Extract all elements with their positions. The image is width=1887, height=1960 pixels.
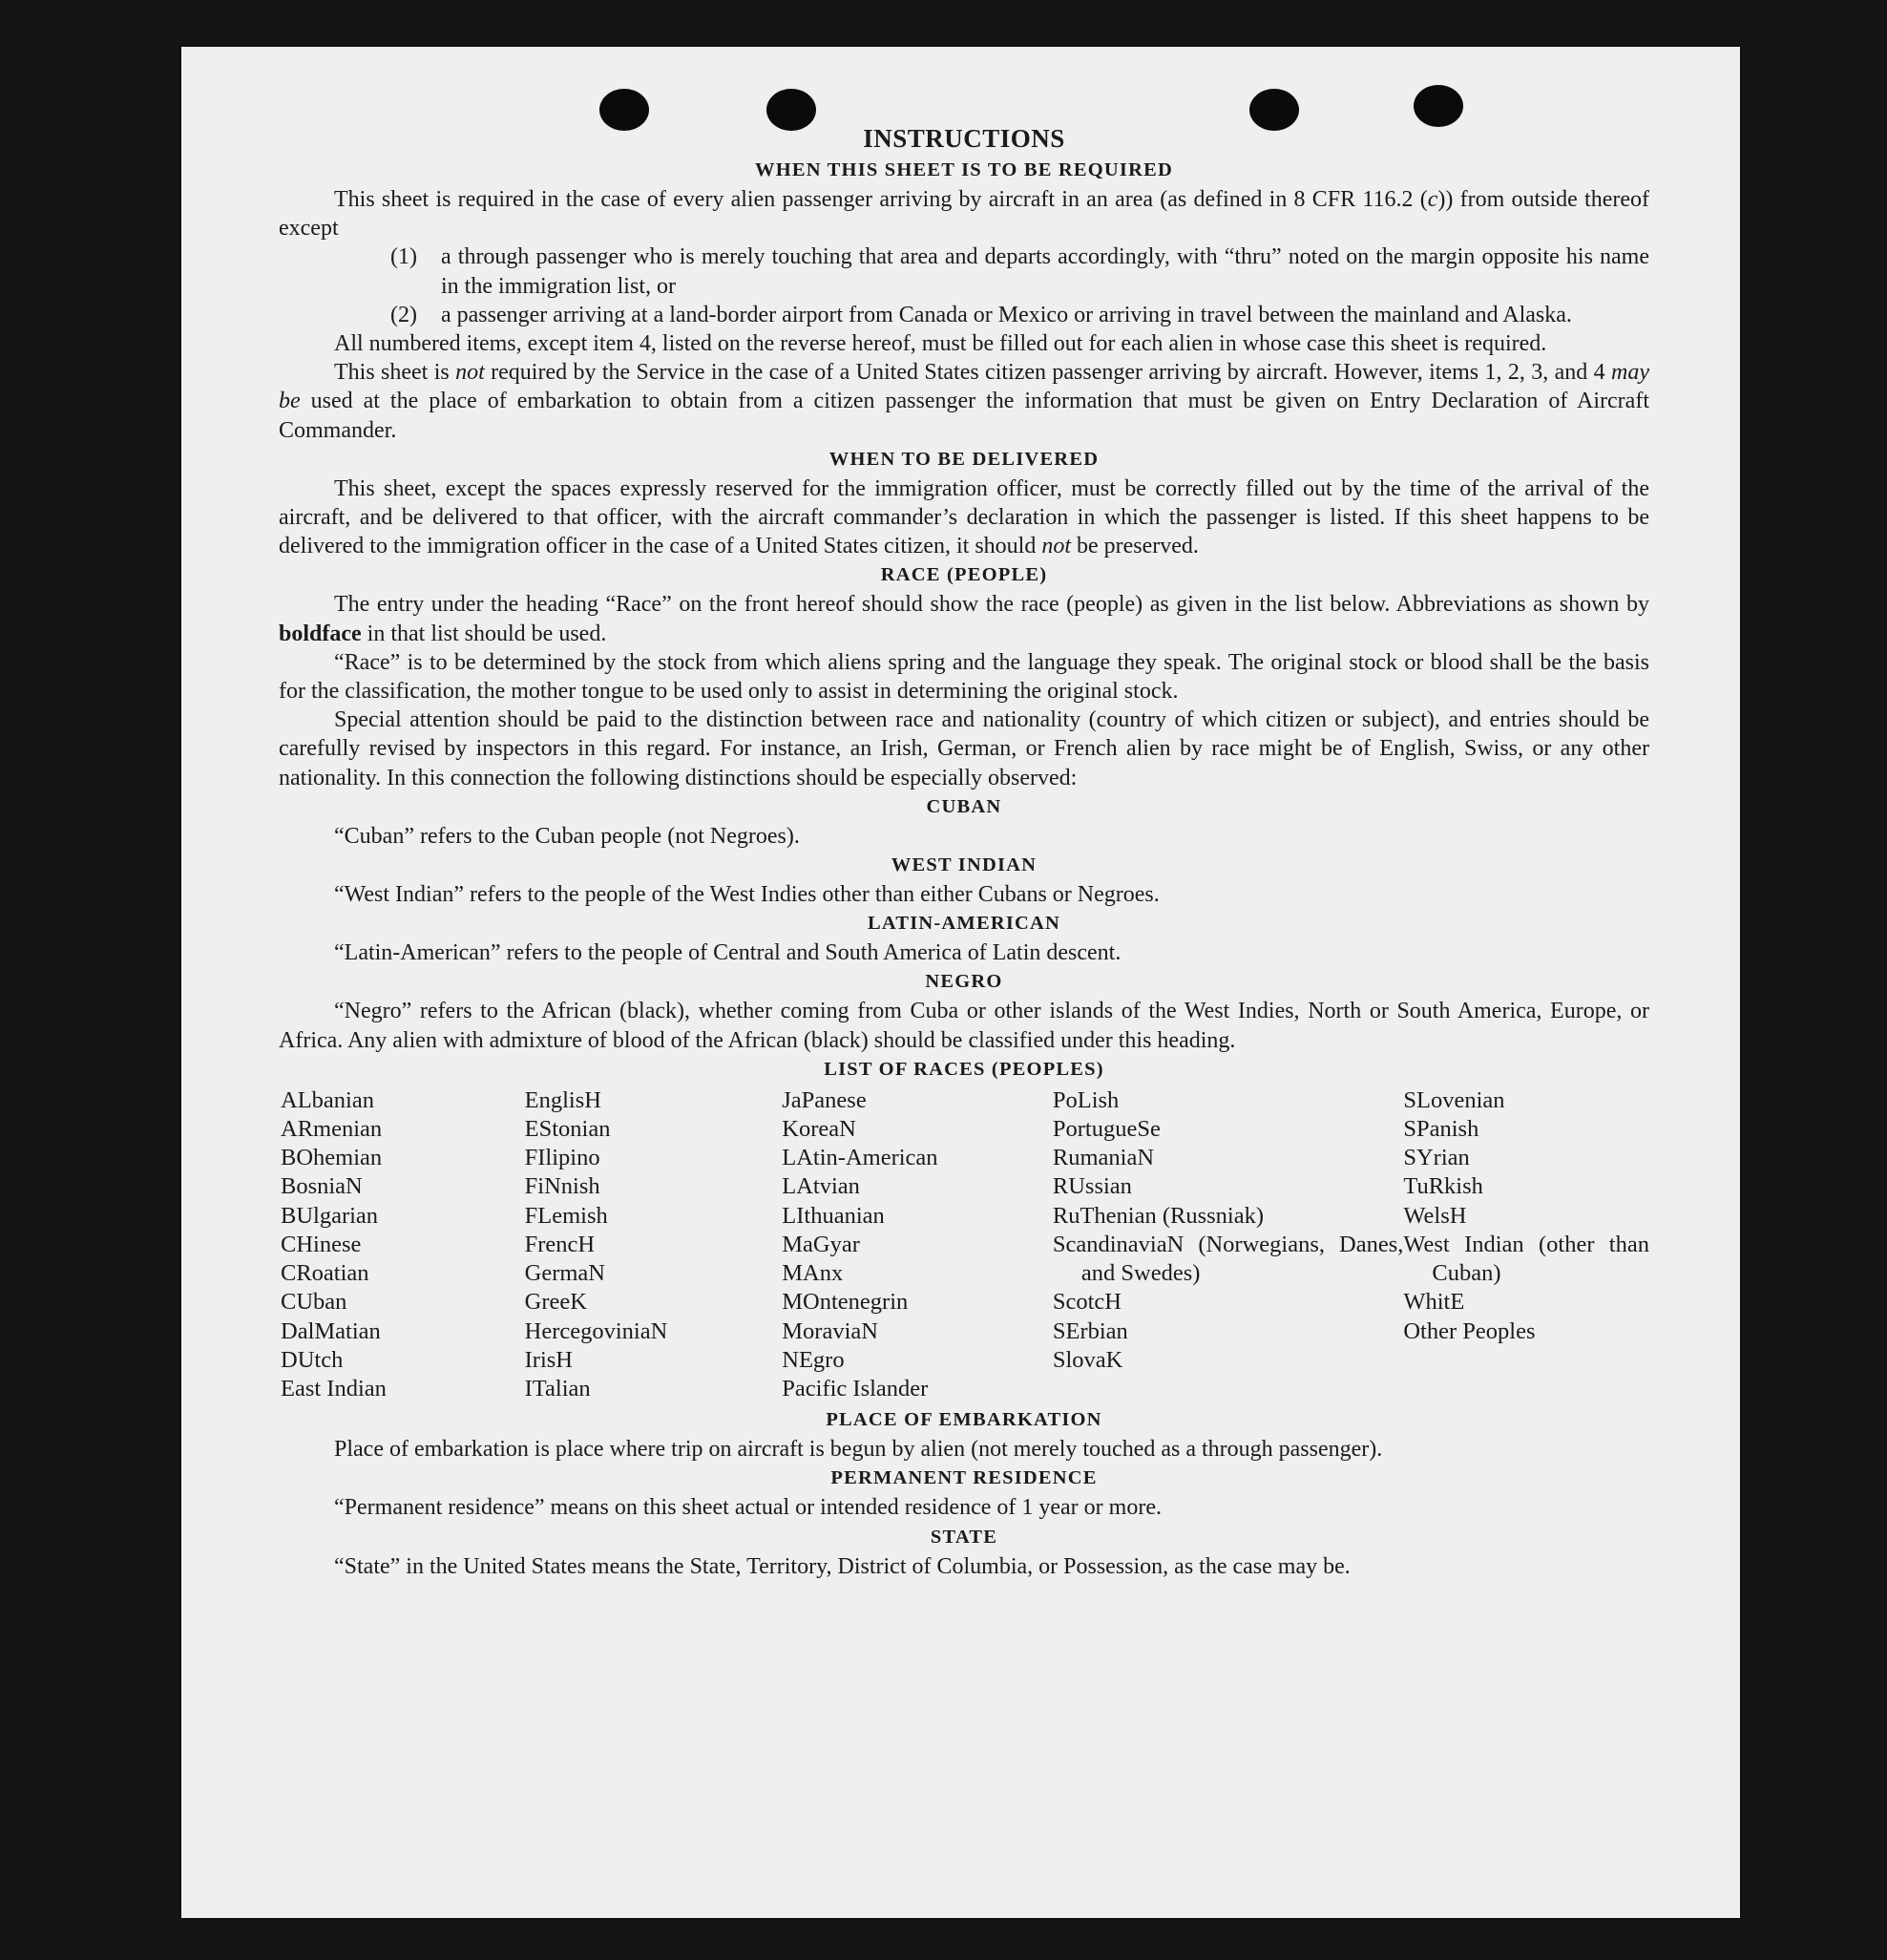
- race-entry: PortugueSe: [1052, 1116, 1161, 1143]
- race-entry: BUlgarian: [281, 1202, 379, 1229]
- race-entry: BOhemian: [281, 1145, 383, 1171]
- paragraph: “Latin-American” refers to the people of Central and South America of Latin descent.: [334, 940, 1122, 966]
- race-entry: FLemish: [524, 1202, 608, 1229]
- item-number: (1): [390, 244, 417, 270]
- race-entry: SYrian: [1403, 1145, 1470, 1171]
- race-entry: ITalian: [524, 1375, 591, 1402]
- race-entry: IrisH: [524, 1346, 573, 1373]
- paragraph: “State” in the United States means the State, Territory, District of Columbia, or Possession, as the case may be.: [334, 1553, 1351, 1579]
- race-entry: West Indian (other than Cuban): [1403, 1231, 1649, 1287]
- race-entry: LIthuanian: [782, 1202, 885, 1229]
- paragraph: “West Indian” refers to the people of the West Indies other than either Cubans or Negroes.: [334, 882, 1160, 908]
- race-entry: EnglisH: [524, 1086, 601, 1113]
- section-heading: PLACE OF EMBARKATION: [826, 1409, 1102, 1431]
- race-entry: ALbanian: [281, 1086, 374, 1113]
- section-heading: LATIN-AMERICAN: [867, 913, 1061, 935]
- paragraph: “Negro” refers to the African (black), whether coming from Cuba or other islands of the West Indies, North or South America, Europe, or Africa. Any alien with admixture of blood of the African (black) should be classified under this heading.: [279, 999, 1649, 1053]
- race-entry: DalMatian: [281, 1317, 381, 1344]
- race-entry: MoraviaN: [782, 1317, 878, 1344]
- race-entry: FIlipino: [524, 1145, 600, 1171]
- race-entry: DUtch: [281, 1346, 344, 1373]
- section-heading: NEGRO: [925, 971, 1003, 993]
- race-entry: NEgro: [782, 1346, 845, 1373]
- race-entry: KoreaN: [782, 1116, 856, 1143]
- section-heading: WHEN THIS SHEET IS TO BE REQUIRED: [755, 159, 1173, 180]
- paragraph: Place of embarkation is place where trip on aircraft is begun by alien (not merely touched as a through passenger).: [334, 1437, 1383, 1463]
- paragraph: Special attention should be paid to the distinction between race and nationality (country of which citizen or subject), and entries should be carefully revised by inspectors in this regard. For instance, an Irish, German, or French alien by race might be of English, Swiss, or any other nationality. In this connection the following distinctions should be especially observed:: [279, 707, 1649, 790]
- race-list: [281, 1086, 1649, 1403]
- section-heading: LIST OF RACES (PEOPLES): [824, 1058, 1104, 1080]
- race-entry: JaPanese: [782, 1086, 867, 1113]
- section-heading: CUBAN: [926, 795, 1002, 817]
- race-column: [782, 1086, 1053, 1403]
- race-entry: WhitE: [1403, 1289, 1465, 1316]
- race-entry: MaGyar: [782, 1231, 860, 1257]
- race-entry: SLovenian: [1403, 1086, 1505, 1113]
- page-title: INSTRUCTIONS: [863, 124, 1065, 153]
- race-entry: CHinese: [281, 1231, 362, 1257]
- paragraph: This sheet is required in the case of every alien passenger arriving by aircraft in an area (as defined in 8 CFR 116.2 (c)) from outside thereof except: [279, 187, 1649, 242]
- race-entry: EStonian: [524, 1116, 611, 1143]
- race-entry: RumaniaN: [1052, 1145, 1155, 1171]
- race-entry: PoLish: [1052, 1086, 1120, 1113]
- race-entry: SErbian: [1052, 1317, 1128, 1344]
- paragraph: All numbered items, except item 4, listed on the reverse hereof, must be filled out for each alien in whose case this sheet is required.: [334, 331, 1547, 357]
- section-heading: WEST INDIAN: [891, 854, 1038, 876]
- race-entry: CRoatian: [281, 1260, 369, 1287]
- race-entry: LAtin-American: [782, 1145, 938, 1171]
- race-entry: ScandinaviaN (Norwegians, Danes, and Swedes): [1052, 1231, 1404, 1287]
- document-page: [181, 47, 1740, 1918]
- race-entry: GermaN: [524, 1260, 605, 1287]
- race-entry: Other Peoples: [1403, 1317, 1536, 1344]
- race-entry: RUssian: [1052, 1173, 1132, 1200]
- race-entry: SPanish: [1403, 1116, 1479, 1143]
- race-column: [1053, 1086, 1403, 1403]
- paragraph: “Race” is to be determined by the stock from which aliens spring and the language they speak. The original stock or blood shall be the basis for the classification, the mother tongue to be used only to assist in determining the original stock.: [279, 649, 1649, 705]
- paragraph: “Cuban” refers to the Cuban people (not Negroes).: [334, 823, 800, 849]
- race-entry: BosniaN: [281, 1173, 363, 1200]
- list-item: [390, 242, 1649, 300]
- race-entry: TuRkish: [1403, 1173, 1483, 1200]
- race-entry: SlovaK: [1052, 1346, 1123, 1373]
- race-entry: ScotcH: [1052, 1289, 1122, 1316]
- race-entry: FrencH: [524, 1231, 596, 1257]
- paragraph: The entry under the heading “Race” on the front hereof should show the race (people) as given in the list below. Abbreviations as shown by boldface in that list should be used.: [279, 592, 1649, 646]
- race-entry: LAtvian: [782, 1173, 860, 1200]
- race-entry: MAnx: [782, 1260, 844, 1287]
- paragraph: “Permanent residence” means on this sheet actual or intended residence of 1 year or more.: [334, 1495, 1162, 1521]
- item-number: (2): [390, 302, 417, 327]
- instructions-content: [279, 121, 1649, 1581]
- item-text: a passenger arriving at a land-border airport from Canada or Mexico or arriving in travel between the mainland and Alaska.: [441, 302, 1572, 327]
- section-heading: RACE (PEOPLE): [880, 564, 1048, 586]
- race-entry: ARmenian: [281, 1116, 383, 1143]
- paragraph: This sheet is not required by the Service in the case of a United States citizen passenger arriving by aircraft. However, items 1, 2, 3, and 4 may be used at the place of embarkation to obtain from a citizen passenger the information that must be given on Entry Declaration of Aircraft Commander.: [279, 360, 1649, 443]
- race-column: [525, 1086, 783, 1403]
- race-entry: WelsH: [1403, 1202, 1467, 1229]
- race-entry: CUban: [281, 1289, 347, 1316]
- paragraph: This sheet, except the spaces expressly reserved for the immigration officer, must be correctly filled out by the time of the arrival of the aircraft, and be delivered to that officer, with the aircraft commander’s declaration in which the passenger is listed. If this sheet happens to be delivered to the immigration officer in the case of a United States citizen, it should not be preserved.: [279, 475, 1649, 559]
- section-heading: PERMANENT RESIDENCE: [830, 1467, 1098, 1489]
- race-entry: East Indian: [281, 1375, 387, 1402]
- race-entry: HercegoviniaN: [524, 1317, 668, 1344]
- race-column: [1403, 1086, 1649, 1403]
- race-entry: RuThenian (Russniak): [1052, 1202, 1265, 1229]
- race-entry: GreeK: [524, 1289, 587, 1316]
- item-text: a through passenger who is merely touching that area and departs accordingly, with “thru” noted on the margin opposite his name in the immigration list, or: [441, 244, 1649, 299]
- race-column: [281, 1086, 525, 1403]
- list-item: [390, 301, 1649, 329]
- race-entry: FiNnish: [524, 1173, 600, 1200]
- section-heading: WHEN TO BE DELIVERED: [828, 448, 1100, 470]
- race-entry: Pacific Islander: [782, 1375, 929, 1402]
- race-entry: MOntenegrin: [782, 1289, 909, 1316]
- section-heading: STATE: [930, 1526, 998, 1548]
